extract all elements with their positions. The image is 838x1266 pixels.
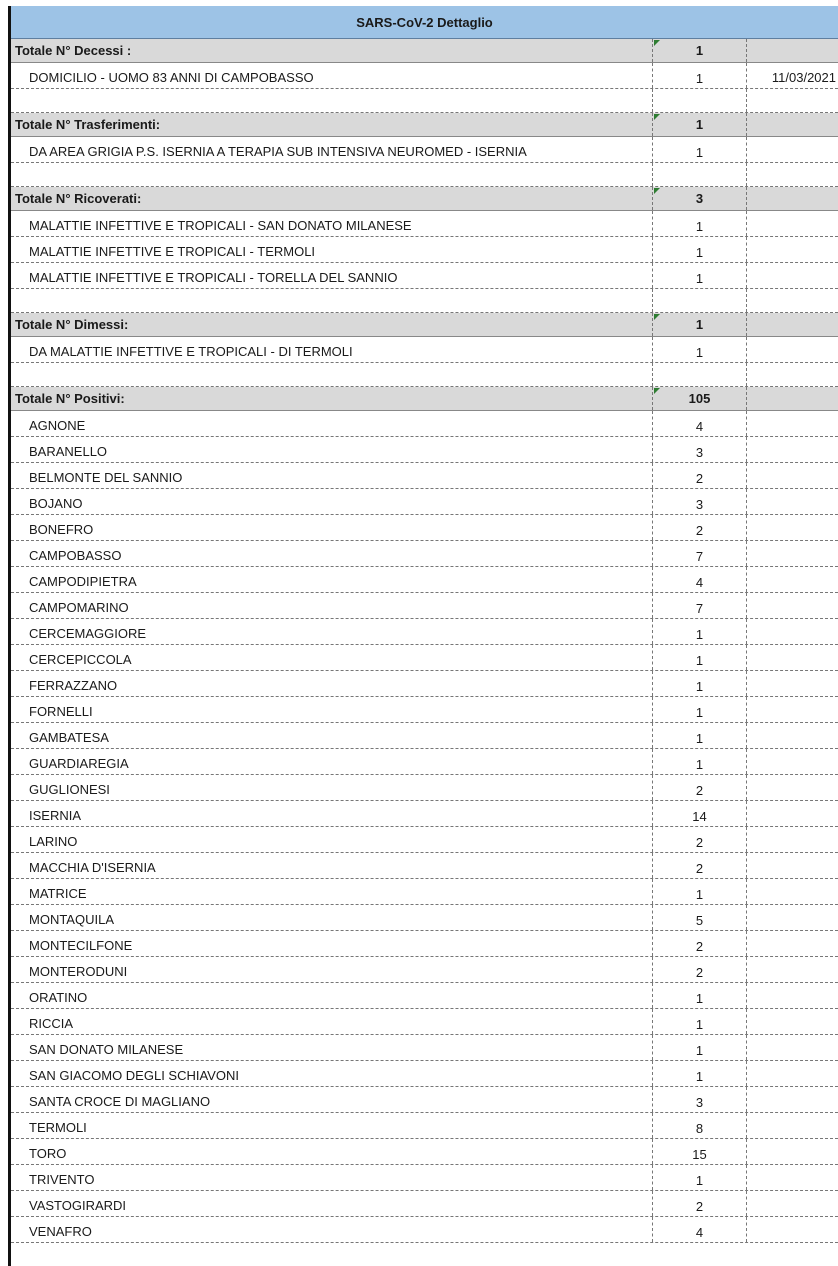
date-cell[interactable]	[748, 671, 838, 696]
detail-label[interactable]: BELMONTE DEL SANNIO	[29, 470, 183, 485]
formula-warning-icon	[654, 114, 660, 120]
date-cell[interactable]	[748, 463, 838, 488]
date-cell[interactable]	[748, 1113, 838, 1138]
detail-count[interactable]: 3	[652, 1087, 747, 1112]
table-row[interactable]	[11, 437, 838, 463]
detail-count[interactable]: 3	[652, 489, 747, 514]
date-cell[interactable]	[748, 489, 838, 514]
table-row[interactable]	[11, 801, 838, 827]
total-row[interactable]	[11, 313, 838, 337]
table-body	[11, 39, 838, 1243]
date-cell[interactable]	[748, 1165, 838, 1190]
sheet-title: SARS-CoV-2 Dettaglio	[11, 6, 838, 39]
date-cell[interactable]	[748, 237, 838, 262]
detail-label[interactable]: LARINO	[29, 834, 78, 849]
detail-label[interactable]: SAN DONATO MILANESE	[29, 1042, 184, 1057]
table-row[interactable]	[11, 237, 838, 263]
empty-cell[interactable]	[652, 363, 747, 386]
detail-count[interactable]: 5	[652, 905, 747, 930]
detail-count[interactable]: 1	[652, 1035, 747, 1060]
detail-label[interactable]: BARANELLO	[29, 444, 108, 459]
detail-label[interactable]: DOMICILIO - UOMO 83 ANNI DI CAMPOBASSO	[29, 70, 314, 85]
date-cell[interactable]	[748, 931, 838, 956]
date-cell[interactable]	[748, 593, 838, 618]
date-cell[interactable]	[748, 1087, 838, 1112]
detail-label[interactable]: MONTERODUNI	[29, 964, 128, 979]
detail-count[interactable]: 1	[652, 137, 747, 162]
detail-count[interactable]: 1	[652, 983, 747, 1008]
table-row[interactable]	[11, 1087, 838, 1113]
empty-cell[interactable]	[748, 89, 838, 112]
date-cell[interactable]	[748, 1061, 838, 1086]
detail-label[interactable]: AGNONE	[29, 418, 86, 433]
detail-label[interactable]: FORNELLI	[29, 704, 93, 719]
blank-row[interactable]	[11, 163, 838, 187]
table-row[interactable]	[11, 1139, 838, 1165]
date-cell[interactable]	[748, 619, 838, 644]
empty-cell[interactable]	[11, 363, 651, 386]
table-row[interactable]	[11, 671, 838, 697]
date-cell[interactable]	[748, 337, 838, 362]
empty-cell[interactable]	[748, 363, 838, 386]
table-row[interactable]	[11, 1113, 838, 1139]
detail-count[interactable]: 1	[652, 1165, 747, 1190]
table-row[interactable]	[11, 515, 838, 541]
date-cell[interactable]	[748, 113, 838, 136]
detail-label[interactable]: DA MALATTIE INFETTIVE E TROPICALI - DI TERMOLI	[29, 344, 353, 359]
date-cell[interactable]	[748, 1139, 838, 1164]
table-row[interactable]	[11, 567, 838, 593]
total-row[interactable]	[11, 113, 838, 137]
detail-count[interactable]: 2	[652, 515, 747, 540]
detail-label[interactable]: CAMPOMARINO	[29, 600, 129, 615]
detail-label[interactable]: FERRAZZANO	[29, 678, 118, 693]
table-row[interactable]	[11, 1035, 838, 1061]
detail-label[interactable]: VENAFRO	[29, 1224, 92, 1239]
table-row[interactable]	[11, 463, 838, 489]
table-row[interactable]	[11, 983, 838, 1009]
total-count[interactable]: 1	[652, 113, 747, 136]
detail-count[interactable]: 1	[652, 337, 747, 362]
detail-label[interactable]: CERCEMAGGIORE	[29, 626, 147, 641]
table-row[interactable]	[11, 211, 838, 237]
table-row[interactable]	[11, 263, 838, 289]
detail-label[interactable]: BOJANO	[29, 496, 83, 511]
detail-count[interactable]: 2	[652, 931, 747, 956]
date-cell[interactable]	[748, 723, 838, 748]
detail-count[interactable]: 1	[652, 211, 747, 236]
total-row[interactable]	[11, 39, 838, 63]
detail-count[interactable]: 4	[652, 567, 747, 592]
table-row[interactable]	[11, 411, 838, 437]
date-cell[interactable]	[748, 853, 838, 878]
total-count[interactable]: 1	[652, 39, 747, 62]
table-row[interactable]	[11, 827, 838, 853]
table-row[interactable]	[11, 905, 838, 931]
date-cell[interactable]	[748, 211, 838, 236]
formula-warning-icon	[654, 40, 660, 46]
detail-label[interactable]: SAN GIACOMO DEGLI SCHIAVONI	[29, 1068, 239, 1083]
formula-warning-icon	[654, 388, 660, 394]
detail-count[interactable]: 1	[652, 237, 747, 262]
date-cell[interactable]	[748, 1217, 838, 1242]
date-cell[interactable]	[748, 313, 838, 336]
table-row[interactable]	[11, 957, 838, 983]
detail-label[interactable]: CERCEPICCOLA	[29, 652, 132, 667]
table-row[interactable]	[11, 931, 838, 957]
total-label[interactable]: Totale N° Dimessi:	[15, 317, 129, 332]
table-row[interactable]	[11, 723, 838, 749]
table-row[interactable]	[11, 1165, 838, 1191]
formula-warning-icon	[654, 314, 660, 320]
date-cell[interactable]	[748, 697, 838, 722]
detail-label[interactable]: GUGLIONESI	[29, 782, 110, 797]
date-cell[interactable]	[748, 983, 838, 1008]
total-count[interactable]: 1	[652, 313, 747, 336]
empty-cell[interactable]	[11, 163, 651, 186]
table-row[interactable]	[11, 137, 838, 163]
detail-count[interactable]: 1	[652, 645, 747, 670]
detail-label[interactable]: GUARDIAREGIA	[29, 756, 129, 771]
spreadsheet	[8, 6, 838, 1266]
detail-label[interactable]: TORO	[29, 1146, 67, 1161]
table-row[interactable]	[11, 853, 838, 879]
detail-label[interactable]: GAMBATESA	[29, 730, 109, 745]
detail-count[interactable]: 2	[652, 1191, 747, 1216]
total-row[interactable]	[11, 187, 838, 211]
detail-label[interactable]: TRIVENTO	[29, 1172, 95, 1187]
table-row[interactable]	[11, 645, 838, 671]
empty-cell[interactable]	[11, 289, 651, 312]
date-cell[interactable]	[748, 567, 838, 592]
total-label[interactable]: Totale N° Decessi :	[15, 43, 132, 58]
table-row[interactable]	[11, 593, 838, 619]
detail-label[interactable]: MALATTIE INFETTIVE E TROPICALI - TORELLA DEL SANNIO	[29, 270, 398, 285]
table-row[interactable]	[11, 775, 838, 801]
detail-label[interactable]: ORATINO	[29, 990, 88, 1005]
date-cell[interactable]	[748, 645, 838, 670]
table-row[interactable]	[11, 1009, 838, 1035]
table-row[interactable]	[11, 1061, 838, 1087]
date-cell[interactable]	[748, 187, 838, 210]
date-cell[interactable]	[748, 39, 838, 62]
blank-row[interactable]	[11, 289, 838, 313]
table-row[interactable]	[11, 749, 838, 775]
detail-count[interactable]: 1	[652, 1061, 747, 1086]
detail-count[interactable]: 3	[652, 437, 747, 462]
date-cell[interactable]	[748, 957, 838, 982]
detail-label[interactable]: BONEFRO	[29, 522, 94, 537]
date-cell[interactable]	[748, 263, 838, 288]
detail-count[interactable]: 2	[652, 957, 747, 982]
date-cell[interactable]	[748, 775, 838, 800]
detail-count[interactable]: 4	[652, 1217, 747, 1242]
formula-warning-icon	[654, 188, 660, 194]
table-row[interactable]	[11, 541, 838, 567]
date-cell[interactable]	[748, 1191, 838, 1216]
date-cell[interactable]	[748, 801, 838, 826]
detail-count[interactable]: 1	[652, 63, 747, 88]
detail-count[interactable]: 2	[652, 463, 747, 488]
date-cell[interactable]	[748, 137, 838, 162]
table-row[interactable]	[11, 63, 838, 89]
detail-label[interactable]: MALATTIE INFETTIVE E TROPICALI - TERMOLI	[29, 244, 316, 259]
detail-label[interactable]: MALATTIE INFETTIVE E TROPICALI - SAN DONATO MILANESE	[29, 218, 412, 233]
detail-label[interactable]: ISERNIA	[29, 808, 82, 823]
empty-cell[interactable]	[11, 89, 651, 112]
table-row[interactable]	[11, 1217, 838, 1243]
date-cell[interactable]	[748, 541, 838, 566]
table-row[interactable]	[11, 337, 838, 363]
date-cell[interactable]	[748, 1035, 838, 1060]
detail-count[interactable]: 2	[652, 853, 747, 878]
detail-count[interactable]: 1	[652, 723, 747, 748]
detail-label[interactable]: SANTA CROCE DI MAGLIANO	[29, 1094, 211, 1109]
total-count[interactable]: 3	[652, 187, 747, 210]
detail-count[interactable]: 1	[652, 749, 747, 774]
total-count[interactable]: 105	[652, 387, 747, 410]
table-row[interactable]	[11, 489, 838, 515]
detail-label[interactable]: RICCIA	[29, 1016, 74, 1031]
detail-count[interactable]: 1	[652, 879, 747, 904]
date-cell[interactable]	[748, 437, 838, 462]
total-label[interactable]: Totale N° Trasferimenti:	[15, 117, 161, 132]
empty-cell[interactable]	[748, 289, 838, 312]
detail-count[interactable]: 1	[652, 619, 747, 644]
date-cell[interactable]	[748, 827, 838, 852]
table-row[interactable]	[11, 1191, 838, 1217]
detail-label[interactable]: DA AREA GRIGIA P.S. ISERNIA A TERAPIA SUB INTENSIVA NEUROMED - ISERNIA	[29, 144, 527, 159]
empty-cell[interactable]	[652, 89, 747, 112]
table-row[interactable]	[11, 879, 838, 905]
detail-count[interactable]: 4	[652, 411, 747, 436]
date-cell[interactable]: 11/03/2021	[771, 70, 836, 85]
detail-count[interactable]: 1	[652, 671, 747, 696]
detail-label[interactable]: MACCHIA D'ISERNIA	[29, 860, 156, 875]
blank-row[interactable]	[11, 89, 838, 113]
table-row[interactable]	[11, 619, 838, 645]
detail-label[interactable]: MONTAQUILA	[29, 912, 114, 927]
detail-count[interactable]: 14	[652, 801, 747, 826]
detail-count[interactable]: 1	[652, 1009, 747, 1034]
detail-label[interactable]: MATRICE	[29, 886, 87, 901]
date-cell[interactable]	[748, 411, 838, 436]
date-cell[interactable]	[748, 749, 838, 774]
date-cell[interactable]	[748, 1009, 838, 1034]
detail-label[interactable]: TERMOLI	[29, 1120, 87, 1135]
detail-count[interactable]: 1	[652, 697, 747, 722]
table-row[interactable]	[11, 697, 838, 723]
detail-count[interactable]: 2	[652, 775, 747, 800]
detail-count[interactable]: 1	[652, 263, 747, 288]
detail-count[interactable]: 8	[652, 1113, 747, 1138]
detail-count[interactable]: 15	[652, 1139, 747, 1164]
date-cell[interactable]	[748, 387, 838, 410]
detail-count[interactable]: 7	[652, 593, 747, 618]
date-cell[interactable]	[748, 515, 838, 540]
date-cell[interactable]	[748, 905, 838, 930]
blank-row[interactable]	[11, 363, 838, 387]
date-cell[interactable]	[748, 879, 838, 904]
detail-count[interactable]: 2	[652, 827, 747, 852]
detail-label[interactable]: VASTOGIRARDI	[29, 1198, 127, 1213]
empty-cell[interactable]	[748, 163, 838, 186]
detail-label[interactable]: CAMPOBASSO	[29, 548, 122, 563]
detail-count[interactable]: 7	[652, 541, 747, 566]
total-label[interactable]: Totale N° Positivi:	[15, 391, 125, 406]
empty-cell[interactable]	[652, 289, 747, 312]
detail-label[interactable]: MONTECILFONE	[29, 938, 133, 953]
detail-label[interactable]: CAMPODIPIETRA	[29, 574, 137, 589]
empty-cell[interactable]	[652, 163, 747, 186]
total-row[interactable]	[11, 387, 838, 411]
total-label[interactable]: Totale N° Ricoverati:	[15, 191, 142, 206]
